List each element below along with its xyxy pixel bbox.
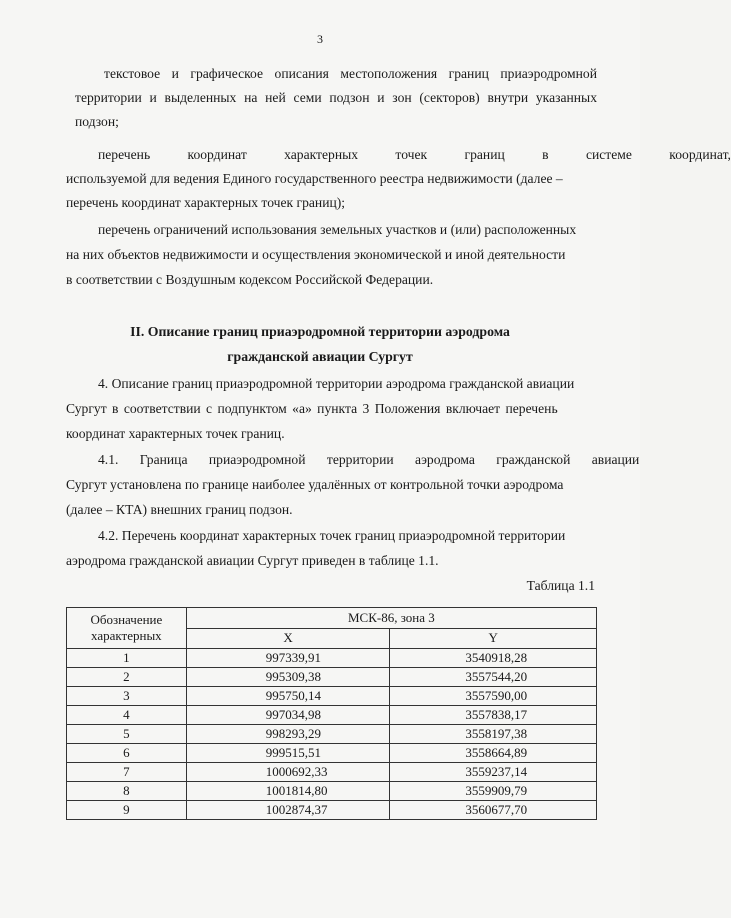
table-row (67, 744, 597, 763)
y-coordinate-cell: 3558197,38 (390, 725, 597, 744)
y-coordinate-cell: 3559909,79 (390, 782, 597, 801)
point-number-cell: 1 (67, 649, 187, 668)
x-coordinate-cell: 995309,38 (186, 668, 390, 687)
point-number-cell: 5 (67, 725, 187, 744)
table-row (67, 668, 597, 687)
x-coordinate-cell: 998293,29 (186, 725, 390, 744)
paragraph-1-line-1: текстовое и графическое описания местоположения границ приаэродромной (104, 66, 597, 81)
page-number: 3 (317, 32, 323, 46)
y-coordinate-cell: 3557544,20 (390, 668, 597, 687)
paragraph-4-line-3: координат характерных точек границ. (66, 426, 285, 441)
paragraph-2-line-3: перечень координат характерных точек границ); (66, 195, 346, 210)
table-row (67, 687, 597, 706)
table-row (67, 763, 597, 782)
section-heading-line-1: II. Описание границ приаэродромной территории аэродрома (130, 324, 510, 339)
x-coordinate-cell: 1001814,80 (186, 782, 390, 801)
table-row (67, 782, 597, 801)
point-number-cell: 9 (67, 801, 187, 820)
y-coordinate-cell: 3540918,28 (390, 649, 597, 668)
paragraph-41-line-3: (далее – КТА) внешних границ подзон. (66, 502, 293, 517)
paragraph-3-line-1: перечень ограничений использования земельных участков и (или) расположенных (98, 222, 577, 237)
point-number-cell: 8 (67, 782, 187, 801)
table-row (67, 706, 597, 725)
x-coordinate-cell: 997034,98 (186, 706, 390, 725)
column-header-point (67, 608, 187, 649)
column-header-system: МСК-86, зона 3 (186, 608, 596, 629)
column-header-x: X (186, 628, 390, 649)
paragraph-42-line-2: аэродрома гражданской авиации Сургут приведен в таблице 1.1. (66, 553, 439, 568)
paragraph-4-line-2: Сургут в соответствии с подпунктом «а» пункта 3 Положения включает перечень (66, 401, 558, 416)
point-number-cell: 6 (67, 744, 187, 763)
paragraph-1-line-2: территории и выделенных на ней семи подзон и зон (секторов) внутри указанных (75, 90, 597, 105)
point-number-cell: 7 (67, 763, 187, 782)
x-coordinate-cell: 1000692,33 (186, 763, 390, 782)
paragraph-41-line-1: 4.1. Граница приаэродромной территории аэродрома гражданской авиации (98, 452, 640, 467)
section-heading-line-2: гражданской авиации Сургут (227, 349, 413, 364)
point-number-cell: 2 (67, 668, 187, 687)
paragraph-3-line-3: в соответствии с Воздушным кодексом Российской Федерации. (66, 272, 434, 287)
point-number-cell: 3 (67, 687, 187, 706)
point-number-cell: 4 (67, 706, 187, 725)
paragraph-41-line-2: Сургут установлена по границе наиболее удалённых от контрольной точки аэродрома (66, 477, 564, 492)
y-coordinate-cell: 3558664,89 (390, 744, 597, 763)
paragraph-1-line-3: подзон; (75, 114, 119, 129)
table-caption: Таблица 1.1 (526, 578, 595, 593)
x-coordinate-cell: 1002874,37 (186, 801, 390, 820)
y-coordinate-cell: 3560677,70 (390, 801, 597, 820)
paragraph-3-line-2: на них объектов недвижимости и осуществления экономической и иной деятельности (66, 247, 566, 262)
y-coordinate-cell: 3559237,14 (390, 763, 597, 782)
column-header-y: Y (390, 628, 597, 649)
table-row (67, 725, 597, 744)
table-row (67, 649, 597, 668)
column-header-point-line-2: характерных (91, 628, 162, 643)
x-coordinate-cell: 995750,14 (186, 687, 390, 706)
y-coordinate-cell: 3557590,00 (390, 687, 597, 706)
paragraph-2-line-1: перечень координат характерных точек границ в системе координат, (98, 147, 731, 162)
column-header-point-line-1: Обозначение (90, 612, 163, 627)
x-coordinate-cell: 999515,51 (186, 744, 390, 763)
paragraph-4-line-1: 4. Описание границ приаэродромной территории аэродрома гражданской авиации (98, 376, 575, 391)
paragraph-2-line-2: используемой для ведения Единого государственного реестра недвижимости (далее – (66, 171, 563, 186)
coordinates-table (66, 607, 597, 820)
table-body (67, 649, 597, 820)
x-coordinate-cell: 997339,91 (186, 649, 390, 668)
paragraph-42-line-1: 4.2. Перечень координат характерных точек границ приаэродромной территории (98, 528, 566, 543)
y-coordinate-cell: 3557838,17 (390, 706, 597, 725)
table-row (67, 801, 597, 820)
